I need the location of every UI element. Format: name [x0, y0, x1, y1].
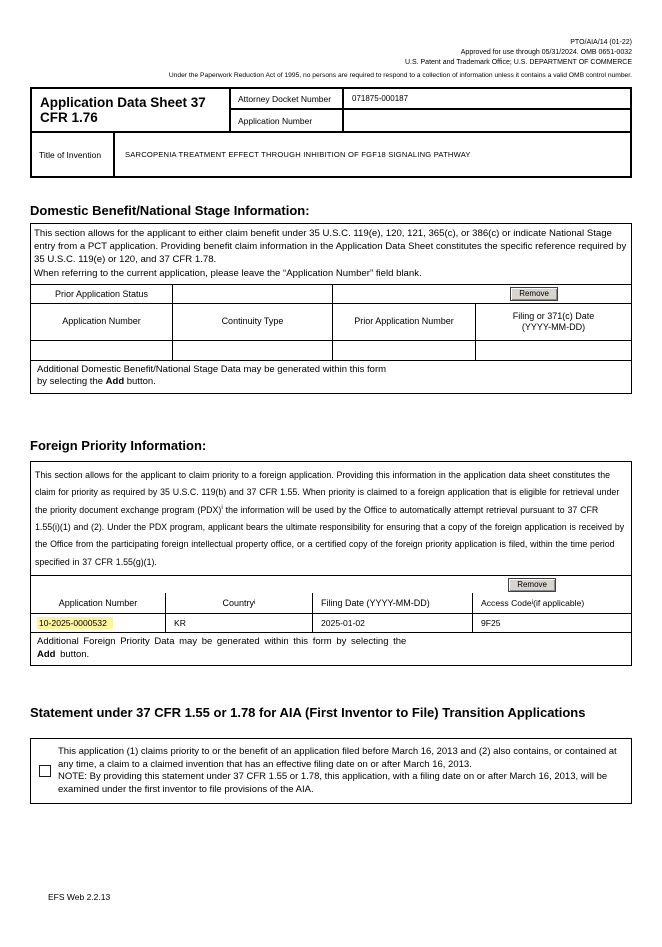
domestic-col-filing-date-line2: (YYYY-MM-DD) [521, 321, 586, 332]
domestic-application-number-field[interactable] [31, 341, 173, 360]
prior-application-status-label: Prior Application Status [31, 285, 173, 303]
foreign-priority-box [30, 461, 632, 666]
domestic-filing-date-field[interactable] [476, 341, 631, 360]
domestic-col-application-number: Application Number [31, 304, 173, 340]
attorney-docket-field[interactable]: 071875-000187 [344, 89, 630, 110]
foreign-col-access-code-label: Access Code [481, 598, 532, 609]
domestic-remove-cell [333, 285, 631, 303]
foreign-description-post: the information will be used by the Office to automatically attempt retrieval pursuant to 37 CFR 1.55(i)(1) and (2). Under the PDX program, applicant bears the ultimate responsibility for ensuring that a copy of the foreign application is received by the Office from the participating foreign intellectual property office, or a certified copy of the foreign priority application is filed, within the time period specified in 37 CFR 1.55(g)(1). [35, 504, 625, 567]
foreign-remove-row [31, 576, 631, 593]
form-code: PTO/AIA/14 (01-22) [570, 39, 632, 46]
foreign-col-filing-date: Filing Date (YYYY-MM-DD) [313, 593, 473, 613]
attorney-docket-label: Attorney Docket Number [231, 89, 344, 110]
aia-statement-box [30, 738, 632, 804]
aia-statement-heading: Statement under 37 CFR 1.55 or 1.78 for AIA (First Inventor to File) Transition Applications [30, 705, 586, 721]
prior-application-status-row [31, 285, 631, 304]
invention-title-label: Title of Invention [32, 133, 115, 176]
domestic-additional-line1: Additional Domestic Benefit/National Stage Data may be generated within this form [37, 363, 387, 375]
aia-statement-body: This application (1) claims priority to or the benefit of an application filed before March 16, 2013 and (2) also contains, or contained at any time, a claim to a claimed invention that has an effective filing date on or after March 16, 2013. [58, 746, 617, 770]
application-number-field[interactable] [344, 110, 630, 131]
domestic-description-p1: This section allows for the applicant to either claim benefit under 35 U.S.C. 119(e), 120, 121, 365(c), or 386(c) or indicate National Stage entry from a PCT application. Providing benefit claim information in the Application Data Sheet constitutes the specific reference required by 35 U.S.C. 119(e) or 120, and 37 CFR 1.78. [34, 228, 627, 266]
domestic-col-filing-date-line1: Filing or 371(c) Date [512, 310, 595, 321]
foreign-col-access-code: Access Code i (if applicable) [481, 598, 585, 609]
aia-transition-checkbox[interactable] [39, 765, 51, 777]
form-header-table [30, 87, 632, 178]
foreign-additional-note [31, 633, 631, 665]
domestic-add-word: Add [105, 376, 125, 388]
domestic-additional-note [31, 361, 631, 393]
form-title: Application Data Sheet 37 CFR 1.76 [32, 89, 231, 131]
aia-statement-text [58, 743, 631, 799]
domestic-remove-button[interactable]: Remove [510, 287, 558, 301]
foreign-additional-line1: Additional Foreign Priority Data may be generated within this form by selecting the [37, 636, 407, 648]
domestic-benefit-description [31, 224, 631, 285]
domestic-table-empty-row [31, 341, 631, 361]
domestic-col-filing-date [476, 304, 631, 340]
efs-web-version: EFS Web 2.2.13 [48, 892, 111, 902]
prior-application-status-field[interactable] [173, 285, 333, 303]
domestic-col-prior-application-number: Prior Application Number [333, 304, 476, 340]
foreign-col-access-code-suffix: (if applicable) [533, 598, 585, 609]
foreign-description-pre: This section allows for the applicant to claim priority to a foreign application. Providing this information in the application data sheet constitutes the claim for priority as required by 35 U.S.C. 119(b) and 37 CFR 1.55. When priority is claimed to a foreign application that is eligible for retrieval under the priority document exchange program (PDX) [35, 469, 620, 515]
highlighted-application-number[interactable]: 10-2025-0000532 [37, 617, 113, 629]
foreign-priority-description [31, 462, 631, 576]
domestic-continuity-type-field[interactable] [173, 341, 333, 360]
foreign-table-header-row [31, 593, 631, 614]
foreign-add-word: Add [37, 648, 56, 660]
dept-line: U.S. Patent and Trademark Office; U.S. DEPARTMENT OF COMMERCE [404, 59, 632, 66]
foreign-priority-data-row [31, 614, 631, 633]
foreign-access-code-field[interactable]: 9F25 [481, 618, 501, 629]
approved-line: Approved for use through 05/31/2024. OMB 0651-0032 [460, 49, 632, 56]
domestic-additional-line2-post: button. [124, 376, 156, 388]
domestic-prior-application-number-field[interactable] [333, 341, 476, 360]
domestic-additional-line2-pre: by selecting the [37, 376, 106, 388]
domestic-table-header-row [31, 304, 631, 341]
footnote-i-marker: i [221, 503, 223, 511]
foreign-filing-date-field[interactable]: 2025-01-02 [313, 614, 473, 632]
foreign-additional-post: button. [55, 648, 90, 660]
aia-statement-checkbox-cell [31, 765, 58, 777]
domestic-benefit-heading: Domestic Benefit/National Stage Information: [30, 203, 310, 218]
foreign-col-country-label: Country [222, 598, 255, 609]
aia-statement-note: NOTE: By providing this statement under 37 CFR 1.55 or 1.78, this application, with a filing date on or after March 16, 2013, will be examined under the first inventor to file provisions of the AIA. [58, 771, 608, 795]
foreign-country-field[interactable]: KR [166, 614, 313, 632]
domestic-benefit-box [30, 223, 632, 394]
invention-title-field[interactable]: SARCOPENIA TREATMENT EFFECT THROUGH INHIBITION OF FGF18 SIGNALING PATHWAY [125, 150, 471, 159]
foreign-priority-heading: Foreign Priority Information: [30, 437, 207, 453]
agency-header [30, 0, 632, 81]
foreign-remove-button[interactable]: Remove [508, 578, 556, 592]
domestic-description-p2: When referring to the current application, please leave the “Application Number” field blank. [34, 267, 422, 279]
foreign-col-country: Country i [166, 593, 313, 613]
domestic-col-continuity-type: Continuity Type [173, 304, 333, 340]
paperwork-reduction-line: Under the Paperwork Reduction Act of 1995, no persons are required to respond to a collection of information unless it contains a valid OMB control number. [168, 72, 632, 79]
foreign-col-application-number: Application Number [31, 593, 166, 613]
application-number-label: Application Number [231, 110, 344, 131]
foreign-application-number-field[interactable] [31, 614, 166, 632]
